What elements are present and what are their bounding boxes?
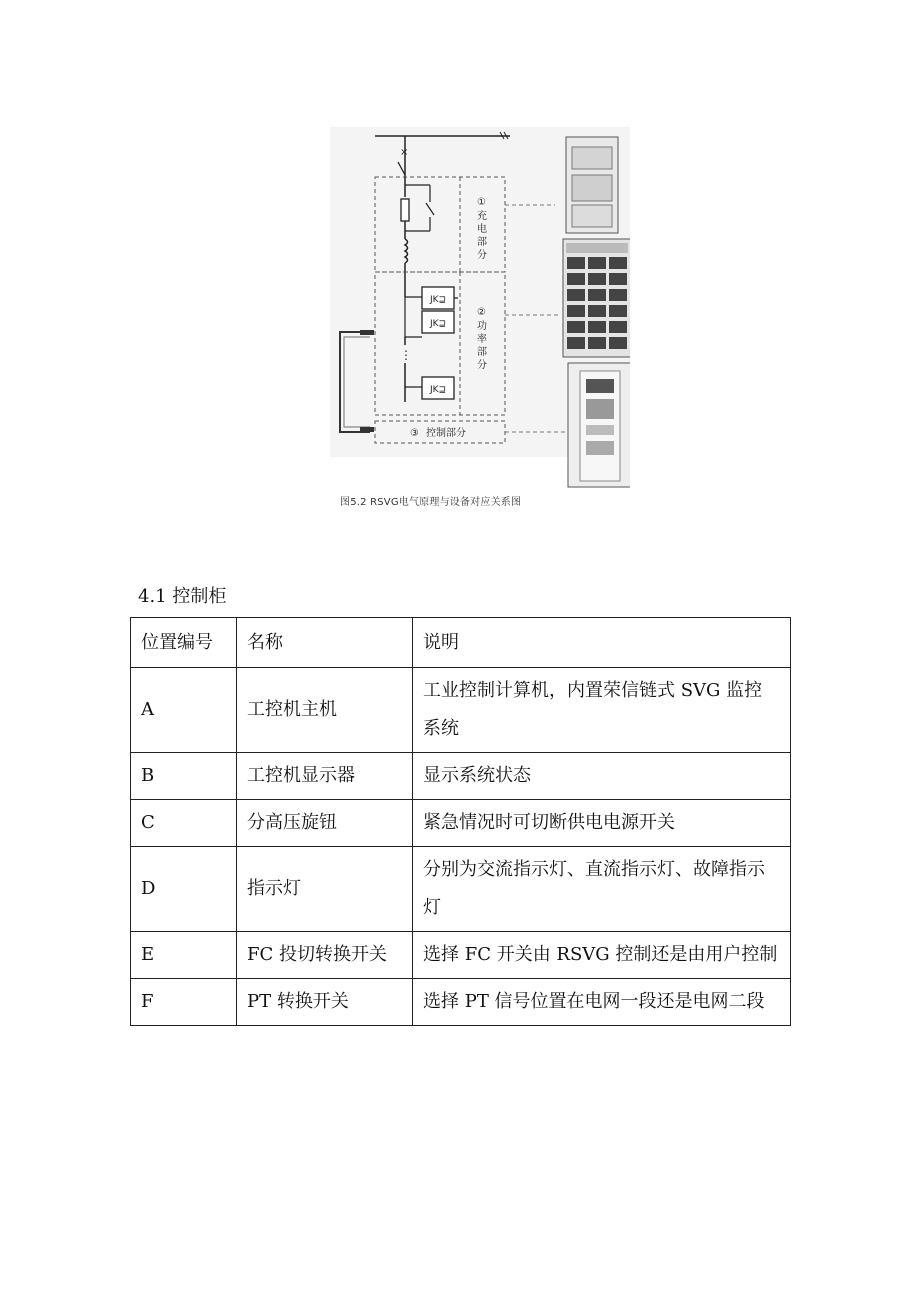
cell-name: PT 转换开关 <box>237 979 413 1026</box>
svg-text:×: × <box>400 147 409 158</box>
cell-name: 分高压旋钮 <box>237 800 413 847</box>
section3-label: 控制部分 <box>426 428 466 439</box>
cell-description: 紧急情况时可切断供电电源开关 <box>413 800 791 847</box>
svg-text:JK⊒: JK⊒ <box>430 295 447 305</box>
rsvg-diagram <box>330 127 630 497</box>
cell-position: A <box>131 668 237 753</box>
cell-position: C <box>131 800 237 847</box>
table-row <box>131 668 791 753</box>
table-header-row <box>131 618 791 668</box>
section2-num: ② <box>477 307 486 318</box>
section1-char-2: 电 <box>477 224 487 235</box>
cell-description: 分别为交流指示灯、直流指示灯、故障指示灯 <box>413 847 791 932</box>
charging-cabinet-image <box>566 137 618 233</box>
cell-position: F <box>131 979 237 1026</box>
cell-description: 显示系统状态 <box>413 753 791 800</box>
table-row <box>131 847 791 932</box>
cell-description: 工业控制计算机，内置荣信链式 SVG 监控系统 <box>413 668 791 753</box>
section2-char-1: 功 <box>477 321 487 332</box>
section2-char-4: 分 <box>477 360 487 371</box>
cell-name: 工控机主机 <box>237 668 413 753</box>
table-row <box>131 753 791 800</box>
cell-position: D <box>131 847 237 932</box>
control-cabinet-table <box>130 617 791 1026</box>
section1-char-3: 部 <box>477 237 487 248</box>
cell-name: FC 投切转换开关 <box>237 932 413 979</box>
section2-char-2: 率 <box>477 334 487 345</box>
section1-char-4: 分 <box>477 250 487 261</box>
cell-description: 选择 PT 信号位置在电网一段还是电网二段 <box>413 979 791 1026</box>
section3-num: ③ <box>410 428 419 439</box>
section1-num: ① <box>477 197 486 208</box>
cell-description: 选择 FC 开关由 RSVG 控制还是由用户控制 <box>413 932 791 979</box>
cell-position: E <box>131 932 237 979</box>
figure-caption: 图5.2 RSVG电气原理与设备对应关系图 <box>340 497 522 508</box>
svg-text:JK⊒: JK⊒ <box>430 385 447 395</box>
header-position: 位置编号 <box>131 618 237 668</box>
section2-char-3: 部 <box>477 347 487 358</box>
rsvg-diagram-figure <box>330 127 630 515</box>
header-description: 说明 <box>413 618 791 668</box>
header-name: 名称 <box>237 618 413 668</box>
section1-char-1: 充 <box>477 211 487 222</box>
svg-text:⋮: ⋮ <box>400 348 412 362</box>
table-row <box>131 800 791 847</box>
section-title: 4.1 控制柜 <box>138 586 227 607</box>
power-cabinet-image <box>563 239 630 357</box>
cell-name: 指示灯 <box>237 847 413 932</box>
svg-text:JK⊒: JK⊒ <box>430 319 447 329</box>
cell-position: B <box>131 753 237 800</box>
table-row <box>131 979 791 1026</box>
cell-name: 工控机显示器 <box>237 753 413 800</box>
table-row <box>131 932 791 979</box>
control-cabinet-image <box>568 363 630 487</box>
charging-resistor <box>401 199 409 221</box>
